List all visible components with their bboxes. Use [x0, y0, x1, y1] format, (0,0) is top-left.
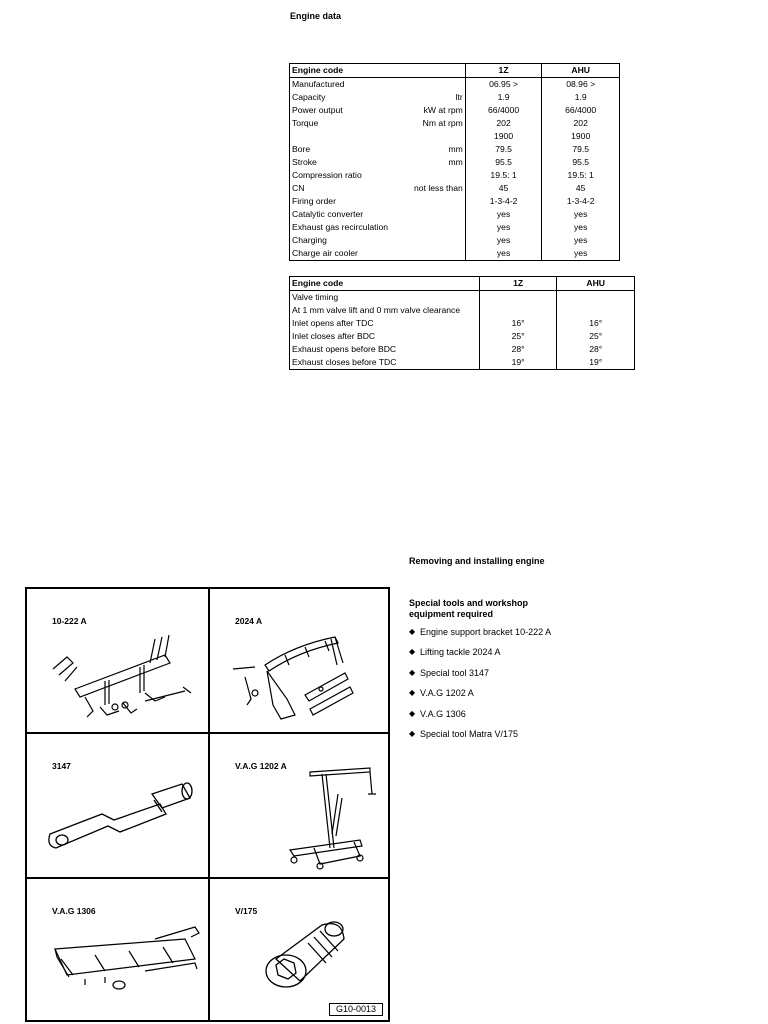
list-item — [409, 688, 551, 708]
value-ahu: 19.5: 1 — [542, 169, 620, 182]
list-item — [409, 668, 551, 688]
row-unit: mm — [448, 157, 463, 167]
table-row — [290, 91, 620, 104]
value-1z: 202 1900 — [465, 117, 542, 143]
value-1z: 45 — [465, 182, 542, 195]
figure-reference: G10-0013 — [329, 1003, 383, 1016]
table-row — [290, 221, 620, 234]
value-ahu: 08.96 > — [542, 78, 620, 92]
value-1z — [479, 291, 557, 305]
row-unit — [393, 221, 465, 234]
value-1z: 1.9 — [465, 91, 542, 104]
value-ahu: 25° — [557, 330, 635, 343]
tool-name: Special tool 3147 — [420, 667, 490, 678]
removing-engine-heading: Removing and installing engine — [409, 556, 545, 566]
value-ahu: 16° — [557, 317, 635, 330]
value-1z: 95.5 — [465, 156, 542, 169]
value-1z: yes — [465, 234, 542, 247]
value-ahu: yes — [542, 234, 620, 247]
value-ahu — [557, 291, 635, 305]
tool-name: Lifting tackle 2024 A — [420, 647, 501, 658]
row-label: Inlet opens after TDC — [292, 318, 374, 328]
drip-tray-icon — [45, 919, 205, 999]
table-row — [290, 117, 620, 143]
bullet-icon: ◆ — [409, 627, 416, 636]
engine-data-table — [289, 63, 620, 261]
bullet-icon: ◆ — [409, 688, 416, 698]
row-unit: Nm at rpm — [422, 118, 463, 128]
bullet-icon: ◆ — [409, 647, 416, 657]
column-header: AHU — [542, 64, 620, 78]
value-ahu: 28° — [557, 343, 635, 356]
row-unit — [393, 208, 465, 221]
table-header-row — [290, 64, 620, 78]
tool-label: 10-222 A — [52, 616, 87, 626]
row-unit — [393, 78, 465, 92]
row-label: Power output — [292, 105, 343, 115]
row-unit: mm — [448, 144, 463, 154]
row-unit — [393, 234, 465, 247]
column-header: Engine code — [290, 64, 394, 78]
table-row — [290, 343, 635, 356]
value-ahu: 1.9 — [542, 91, 620, 104]
special-tools-figure — [25, 587, 390, 1022]
tool-label: 3147 — [52, 761, 71, 771]
special-tools-list — [409, 627, 551, 749]
value-ahu: 1-3-4-2 — [542, 195, 620, 208]
value-1z: 66/4000 — [465, 104, 542, 117]
value-ahu: 95.5 — [542, 156, 620, 169]
row-label: Bore — [292, 144, 311, 154]
tool-cell — [27, 589, 208, 732]
table-row — [290, 182, 620, 195]
value-1z — [479, 304, 557, 317]
row-label: Torque — [292, 118, 319, 128]
bullet-icon: ◆ — [409, 667, 416, 677]
value-ahu: 45 — [542, 182, 620, 195]
tool-label: 2024 A — [235, 616, 263, 626]
row-label: Valve timing — [292, 292, 339, 302]
row-unit — [393, 169, 465, 182]
value-ahu: yes — [542, 221, 620, 234]
list-item — [409, 627, 551, 647]
lifting-tackle-icon — [225, 625, 375, 725]
table-row — [290, 208, 620, 221]
column-header — [393, 64, 465, 78]
row-unit: kW at rpm — [423, 105, 463, 115]
table-row — [290, 234, 620, 247]
row-label: Exhaust closes before TDC — [292, 357, 397, 367]
tool-name: Engine support bracket 10-222 A — [420, 627, 552, 637]
row-label: Compression ratio — [292, 170, 362, 180]
value-1z: 1-3-4-2 — [465, 195, 542, 208]
engine-crane-icon — [250, 764, 400, 874]
value-1z: 06.95 > — [465, 78, 542, 92]
tool-name: V.A.G 1202 A — [420, 688, 474, 699]
table-row — [290, 291, 635, 305]
row-unit — [393, 247, 465, 261]
table-row — [290, 78, 620, 92]
row-unit: not less than — [414, 183, 463, 193]
column-header: 1Z — [465, 64, 542, 78]
row-label: Charge air cooler — [292, 248, 358, 258]
value-1z: yes — [465, 221, 542, 234]
bullet-icon: ◆ — [409, 728, 416, 738]
tool-label: V.A.G 1202 A — [235, 761, 287, 771]
bullet-icon: ◆ — [409, 708, 416, 718]
list-item — [409, 709, 551, 729]
row-label: Exhaust opens before BDC — [292, 344, 397, 354]
column-header: 1Z — [479, 277, 557, 291]
value-1z: 79.5 — [465, 143, 542, 156]
special-tools-title: Special tools and workshop equipment required — [409, 598, 529, 619]
table-row — [290, 317, 635, 330]
table-row — [290, 247, 620, 261]
table-row — [290, 356, 635, 370]
row-unit: ltr — [455, 92, 463, 102]
socket-tool-icon — [252, 917, 362, 1002]
crankshaft-tool-icon — [42, 772, 202, 857]
row-label: Capacity — [292, 92, 326, 102]
tool-cell — [27, 734, 208, 877]
value-ahu: yes — [542, 208, 620, 221]
value-1z: 16° — [479, 317, 557, 330]
column-header: Engine code — [290, 277, 480, 291]
valve-timing-table — [289, 276, 635, 370]
table-row — [290, 304, 635, 317]
value-ahu: 19° — [557, 356, 635, 370]
engine-data-heading: Engine data — [290, 11, 342, 21]
table-row — [290, 330, 635, 343]
support-bracket-icon — [45, 627, 195, 722]
value-ahu: yes — [542, 247, 620, 261]
row-label: Catalytic converter — [292, 209, 364, 219]
table-header-row — [290, 277, 635, 291]
tool-name: V.A.G 1306 — [420, 708, 466, 719]
row-label: Inlet closes after BDC — [292, 331, 376, 341]
table-row — [290, 169, 620, 182]
column-header: AHU — [557, 277, 635, 291]
tool-name: Special tool Matra V/175 — [420, 728, 519, 739]
row-unit — [393, 195, 465, 208]
tool-cell — [210, 879, 390, 1020]
row-label: Charging — [292, 235, 327, 245]
table-row — [290, 143, 620, 156]
tool-cell — [210, 734, 390, 877]
tool-cell — [210, 589, 390, 732]
value-ahu: 66/4000 — [542, 104, 620, 117]
list-item — [409, 647, 551, 667]
value-1z: yes — [465, 247, 542, 261]
tool-label: V.A.G 1306 — [52, 906, 96, 916]
row-label: Exhaust gas recirculation — [292, 222, 389, 232]
value-ahu: 79.5 — [542, 143, 620, 156]
value-1z: 28° — [479, 343, 557, 356]
tool-label: V/175 — [235, 906, 258, 916]
value-1z: 25° — [479, 330, 557, 343]
row-label: CN — [292, 183, 305, 193]
value-ahu — [557, 304, 635, 317]
row-label: Manufactured — [292, 79, 345, 89]
row-label: Stroke — [292, 157, 317, 167]
table-row — [290, 156, 620, 169]
tool-cell — [27, 879, 208, 1020]
value-1z: yes — [465, 208, 542, 221]
value-ahu: 202 1900 — [542, 117, 620, 143]
table-row — [290, 195, 620, 208]
value-1z: 19° — [479, 356, 557, 370]
value-1z: 19.5: 1 — [465, 169, 542, 182]
list-item — [409, 729, 551, 749]
row-label: Firing order — [292, 196, 336, 206]
table-row — [290, 104, 620, 117]
row-label: At 1 mm valve lift and 0 mm valve clearance — [292, 305, 461, 315]
